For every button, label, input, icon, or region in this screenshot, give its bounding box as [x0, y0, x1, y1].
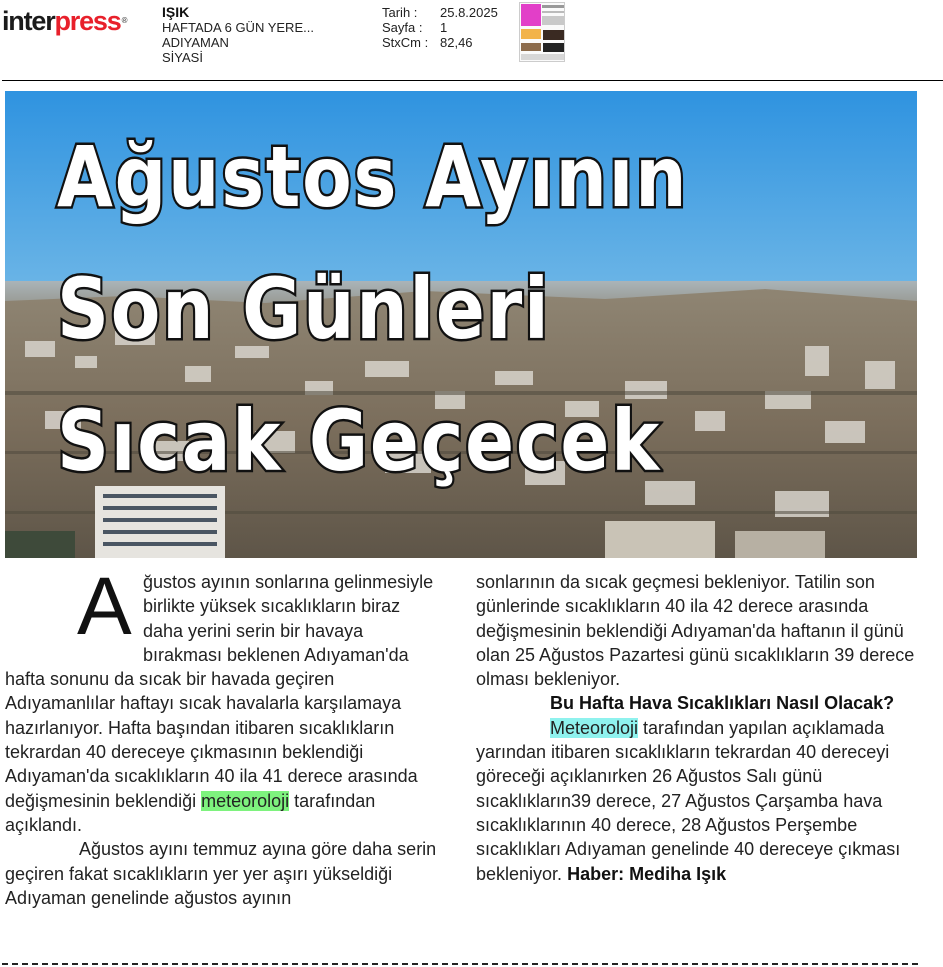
highlight-meteoroloji: meteoroloji	[201, 790, 290, 811]
clipping-meta	[382, 5, 498, 50]
dropcap-letter: A	[77, 561, 132, 652]
highlight-meteoroloji-2: Meteoroloji	[550, 717, 639, 738]
header-divider	[2, 80, 943, 81]
date-value: 25.8.2025	[440, 5, 498, 20]
stxcm-value: 82,46	[440, 35, 473, 50]
subheading: Bu Hafta Hava Sıcaklıkları Nasıl Olacak?	[550, 693, 895, 714]
stxcm-label: StxCm :	[382, 35, 429, 50]
paragraph-2-text: Ağustos ayını temmuz ayına göre daha serin geçiren fakat sıcaklıkların yer yer aşırı yükseldiği Adıyaman genelinde ağustos ayının	[5, 839, 437, 908]
paragraph-2-continued: sonlarının da sıcak geçmesi bekleniyor. Tatilin son günlerinde sıcaklıkların 40 ila 42 derece arasında değişmesinin beklendiği Adıyaman'da haftanın il günü olan 25 Ağustos Pazartesi günü sıcaklıkların 39 derece olması bekleniyor.	[476, 572, 915, 690]
clipping-bottom-border	[2, 963, 918, 965]
article-column-left	[5, 561, 439, 910]
date-label: Tarih :	[382, 5, 418, 20]
paragraph-3-text: tarafından yapılan açıklamada yarından itibaren sıcaklıkların tekrardan 40 dereceyi göreceği açıklanırken 26 Ağustos Salı günü sıcaklıkların39 derece, 27 Ağustos Çarşamba hava sıcaklıklarının 40 derece, 28 Ağustos Perşembe sıcaklıkları Adıyaman genelinde 40 dereceye çıkması bekleniyor.	[476, 717, 901, 884]
article-column-right	[476, 570, 918, 886]
clipping-info	[162, 5, 314, 65]
paragraph-1-text: ğustos ayının sonlarına gelinmesiyle birlikte yüksek sıcaklıkların biraz daha yerini serin bir havaya bırakması beklenen Adıyaman'da hafta sonunu da sıcak bir havada geçiren Adıyamanlılar haftayı sıcak havalarla karşılamaya hazırlanıyor. Hafta başından itibaren sıcaklıkların tekrardan 40 dereceye çıkmasının beklendiği Adıyaman'da sıcaklıkların 40 ila 41 derece arasında değişmesinin beklendiği	[5, 572, 434, 811]
page-value: 1	[440, 20, 448, 35]
publication-category: SİYASİ	[162, 50, 203, 65]
paragraph-1-end: tarafından açıklandı.	[5, 790, 376, 835]
interpress-logo: interpress®	[2, 6, 128, 36]
publication-frequency: HAFTADA 6 GÜN YERE...	[162, 20, 314, 35]
paragraph-3	[476, 716, 918, 886]
page-thumbnail[interactable]	[519, 2, 565, 62]
headline-photo	[5, 91, 917, 558]
byline: Haber: Mediha Işık	[567, 863, 727, 884]
page-label: Sayfa :	[382, 20, 423, 35]
publication-region: ADIYAMAN	[162, 35, 229, 50]
headline	[57, 111, 777, 507]
headline-line-2: Son Günleri	[57, 260, 551, 358]
publication-name: IŞIK	[162, 4, 190, 20]
headline-line-1: Ağustos Ayının	[57, 128, 689, 226]
headline-line-3: Sıcak Geçecek	[57, 392, 661, 490]
